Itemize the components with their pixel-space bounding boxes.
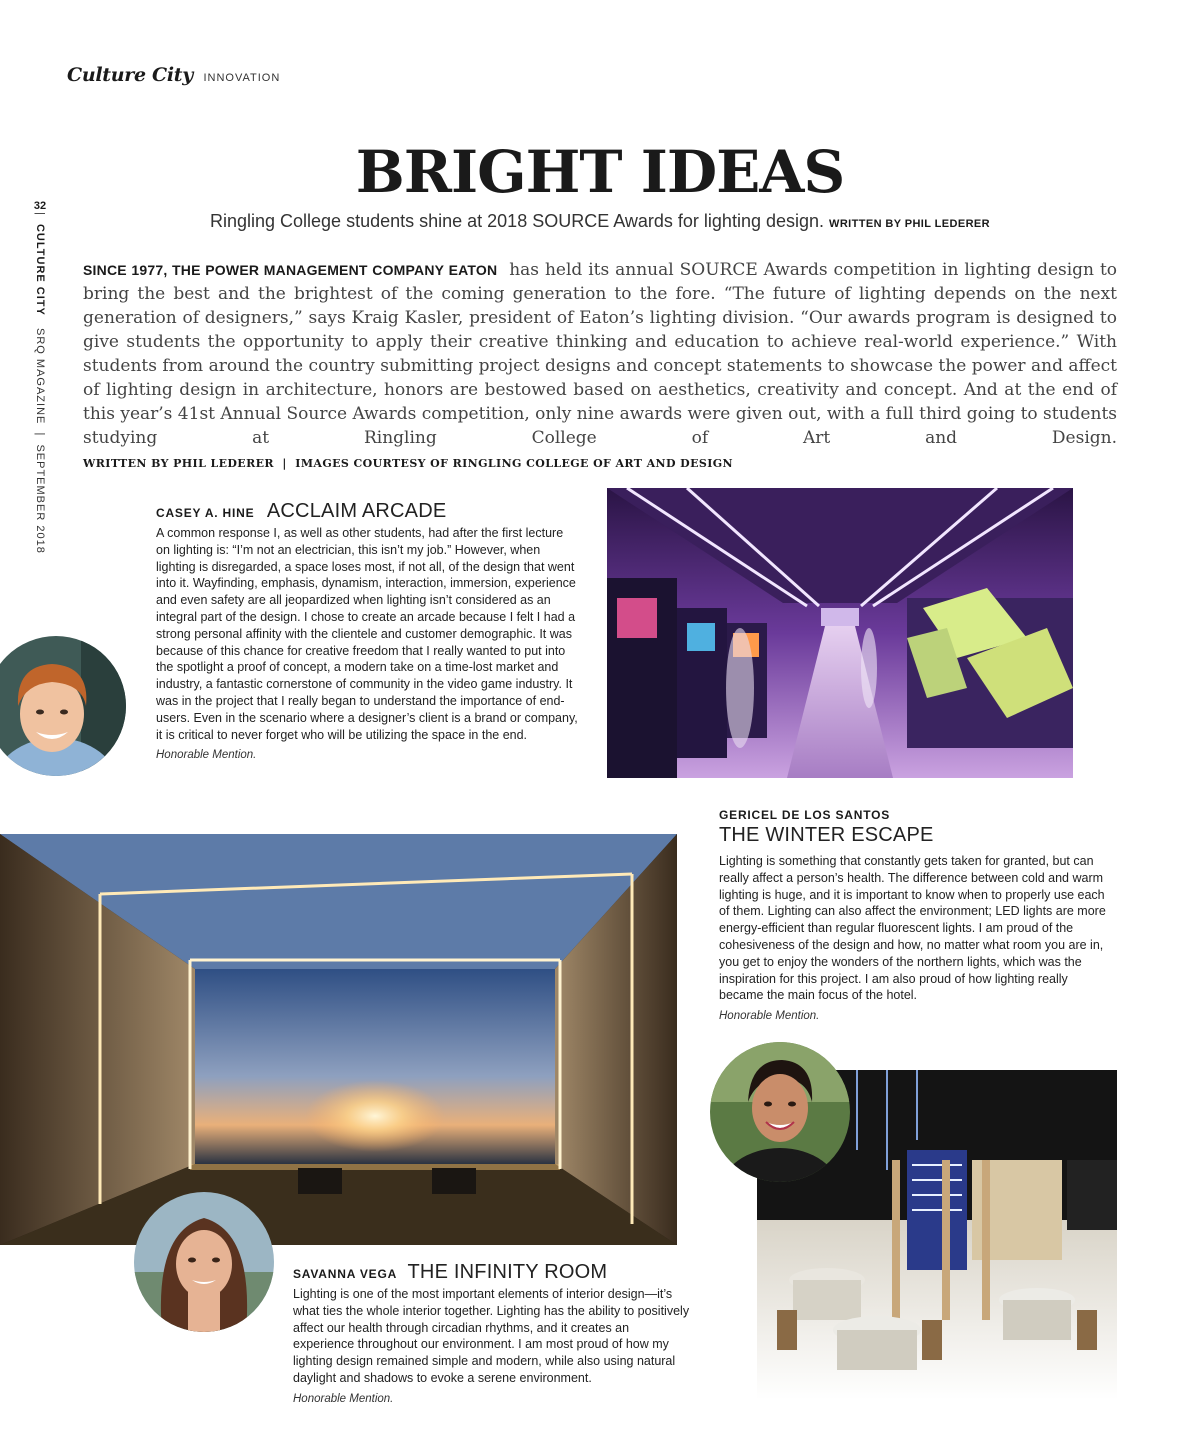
arcade-image [607, 488, 1073, 778]
portrait-santos-image [710, 1042, 850, 1182]
entry-hine-title: ACCLAIM ARCADE [266, 500, 447, 522]
entry-vega [293, 1261, 693, 1405]
intro-lead: SINCE 1977, THE POWER MANAGEMENT COMPANY EATON [83, 262, 498, 278]
portrait-vega-image [134, 1192, 274, 1332]
portrait-santos [710, 1042, 850, 1182]
entry-santos-name: GERICEL DE LOS SANTOS [719, 808, 891, 822]
entry-hine [156, 500, 580, 761]
article-deck [0, 211, 1200, 232]
infinity-image [0, 834, 677, 1245]
entry-vega-body: Lighting is one of the most important elements of interior design—it’s what ties the whole interior together. Lighting has the ability to positively affect our health through circadian rhythms, and it creates an experience throughout our environment. I am most proud of how my lighting design remained simple and modern, while also using natural daylight and shadows to evoke a serene environment. [293, 1287, 690, 1385]
masthead-brand: Culture City [67, 64, 194, 86]
intro-body: has held its annual SOURCE Awards competition in lighting design to bring the best and the brightest of the coming generation to the fore. “The future of lighting depends on the next generation of designers,” says Kraig Kasler, president of Eaton’s lighting division. “Our awards program is designed to give students the opportunity to apply their creative thinking and education to achieve real-world experience.” With students from around the country submitting project designs and concept statements to showcase the power and affect of lighting design in architecture, honors are bestowed based on aesthetics, creativity and concept. And at the end of this year’s 41st Annual Source Awards competition, only nine awards were given out, with a full third going to students studying at Ringling College of Art and Design. [83, 260, 1118, 448]
page-number: 32 [33, 200, 47, 212]
entry-santos [719, 808, 1114, 1022]
infinity-room-rendering [0, 834, 677, 1245]
entry-santos-award: Honorable Mention. [719, 1010, 820, 1023]
intro-paragraph [83, 258, 1117, 476]
article-title: BRIGHT IDEAS [355, 138, 845, 206]
intro-credit: WRITTEN BY PHIL LEDERER | IMAGES COURTESY OF RINGLING COLLEGE OF ART AND DESIGN [83, 457, 734, 470]
entry-hine-body: A common response I, as well as other students, had after the first lecture on lighting is: “I’m not an electrician, this isn’t my job.” However, when lighting is disregarded, a space loses most, if not all, of the design that went into it. Wayfinding, emphasis, dynamism, interaction, immersion, experience and even safety are all jeopardized when lighting isn’t considered as an integral part of the design. I chose to create an arcade because I felt I had a strong personal affinity with the clientele and customer demographic. It was because of this chance for creative freedom that I really wanted to put into the spotlight a proof of concept, a modern take on a time-lost market and industry, a fantastic cornerstone of community in the video game industry. It was in the project that I really began to understand the importance of end-users. Even in the scenario where a designer’s client is a brand or company, it is critical to never forget who will be utilizing the space in the end. [156, 526, 578, 742]
entry-hine-head [156, 500, 580, 523]
entry-vega-title: THE INFINITY ROOM [407, 1261, 608, 1283]
folio-date: SEPTEMBER 2018 [34, 444, 46, 554]
entry-santos-title: THE WINTER ESCAPE [719, 824, 934, 846]
portrait-hine [0, 636, 126, 776]
masthead-section: INNOVATION [203, 72, 281, 84]
entry-santos-body: Lighting is something that constantly gets taken for granted, but can really affect a person’s health. The difference between cold and warm lighting is huge, and it is important to know when to properly use each of them. Lighting can also affect the environment; LED lights are more energy-efficient than regular fluorescent lights. I am proud of the cohesiveness of the design and how, no matter what room you are in, you get to enjoy the wonders of the northern lights, which was the inspiration for this project. I am also proud of how lighting really became the main focus of the hotel. [719, 854, 1106, 1003]
entry-hine-name: CASEY A. HINE [156, 506, 255, 520]
entry-vega-award: Honorable Mention. [293, 1392, 394, 1405]
deck-credit: WRITTEN BY PHIL LEDERER [829, 218, 991, 230]
portrait-hine-image [0, 636, 126, 776]
sidebar-folio [26, 200, 54, 560]
entry-hine-award: Honorable Mention. [156, 749, 257, 762]
masthead [67, 64, 280, 86]
folio-publication: SRQ MAGAZINE [34, 328, 46, 425]
entry-vega-head [293, 1261, 693, 1284]
deck-text: Ringling College students shine at 2018 SOURCE Awards for lighting design. [209, 211, 825, 231]
folio-text: | CULTURE CITY SRQ MAGAZINE | SEPTEMBER 2018 [34, 212, 46, 554]
folio-section: CULTURE CITY [34, 223, 46, 316]
arcade-rendering [607, 488, 1073, 778]
entry-vega-name: SAVANNA VEGA [293, 1267, 398, 1281]
portrait-vega [134, 1192, 274, 1332]
